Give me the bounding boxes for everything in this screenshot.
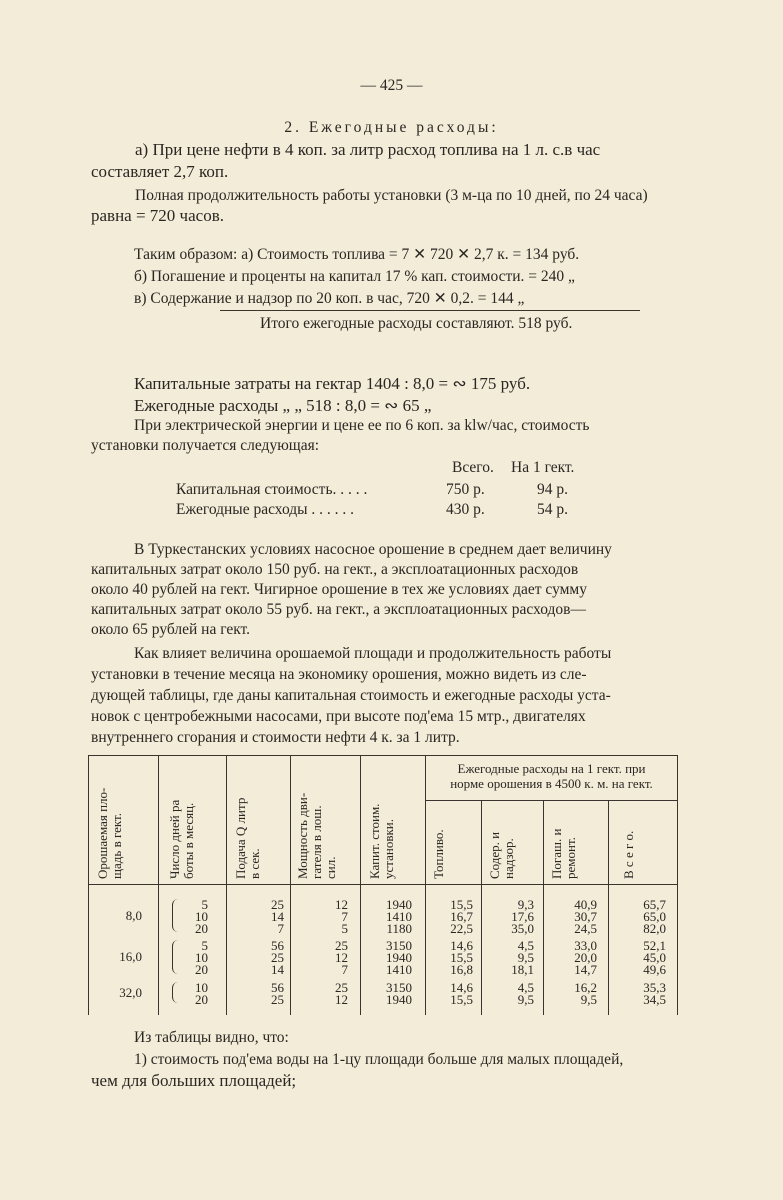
calc-total: Итого ежегодные расходы составляют. 518 руб. xyxy=(260,315,573,332)
table-col-sep xyxy=(290,755,291,1015)
table-cell-flow: 25 xyxy=(271,991,284,1007)
group-brace xyxy=(172,982,179,1004)
table-cell-area: 8,0 xyxy=(125,907,142,923)
table-cell-maint: 17,6 xyxy=(511,908,534,924)
calc-line-2: б) Погашение и проценты на капитал 17 % кап. стоимости. = 240 „ xyxy=(134,268,575,285)
table-cell-fuel: 15,5 xyxy=(450,991,473,1007)
table-cell-amort: 33,0 xyxy=(574,938,597,954)
table-col-sep xyxy=(158,755,159,1015)
table-cell-days: 10 xyxy=(195,908,208,924)
header-days-line: боты в месяц. xyxy=(181,802,196,879)
table-cell-total: 65,7 xyxy=(643,897,666,912)
influence-line-4: новок с центробежными насосами, при высоте под'ема 15 мтр., двигателях xyxy=(91,708,586,725)
header-total-line: В с е г о. xyxy=(621,830,636,879)
influence-line-1: Как влияет величина орошаемой площади и продолжительность работы xyxy=(134,645,612,662)
table-cell-amort: 24,5 xyxy=(574,920,597,936)
turkestan-line-4: капитальных затрат около 55 руб. на гект., а эксплоатационных расходов— xyxy=(91,601,586,618)
table-cell-power: 12 xyxy=(335,897,348,912)
para-full-line-2: равна = 720 часов. xyxy=(91,206,224,225)
mini-row2-total: 430 р. xyxy=(446,501,485,518)
table-cell-total: 45,0 xyxy=(643,950,666,966)
mini-col-per: На 1 гект. xyxy=(511,459,575,476)
table-cell-area: 16,0 xyxy=(119,949,142,965)
header-capital xyxy=(368,804,396,879)
table-cell-days: 20 xyxy=(195,920,208,936)
table-cell-amort: 14,7 xyxy=(574,962,597,977)
table-cell-fuel: 15,5 xyxy=(450,897,473,912)
header-total xyxy=(622,831,636,879)
table-cell-days: 20 xyxy=(195,962,208,977)
table-cell-total: 52,1 xyxy=(643,938,666,954)
irrigation-table xyxy=(88,755,678,1015)
mini-row2-label: Ежегодные расходы . . . . . . xyxy=(176,501,355,518)
header-power-line: Мощность дви- xyxy=(295,792,310,879)
header-maint-line: Содер. и xyxy=(487,831,502,879)
table-cell-power: 12 xyxy=(335,950,348,966)
mini-row1-per: 94 р. xyxy=(537,481,568,498)
table-cell-power: 25 xyxy=(335,979,348,995)
table-cell-fuel: 16,7 xyxy=(450,908,473,924)
calc-line-1: Таким образом: а) Стоимость топлива = 7 ✕ 720 ✕ 2,7 к. = 134 руб. xyxy=(134,246,580,263)
table-cell-maint: 9,3 xyxy=(517,897,534,912)
annual-group-header-line2: норме орошения в 4500 к. м. на гект. xyxy=(450,776,653,791)
conclusion-intro: Из таблицы видно, что: xyxy=(134,1029,289,1046)
table-cell-maint: 4,5 xyxy=(517,979,534,995)
mini-row2-per: 54 р. xyxy=(537,501,568,518)
header-flow xyxy=(234,798,262,879)
table-cell-capital: 3150 xyxy=(386,979,412,995)
table-right-border xyxy=(677,755,678,1015)
table-cell-amort: 30,7 xyxy=(574,908,597,924)
influence-line-3: дующей таблицы, где даны капитальная стоимость и ежегодные расходы уста- xyxy=(91,687,611,704)
table-cell-flow: 25 xyxy=(271,897,284,912)
header-flow-line: Подача Q литр xyxy=(233,797,248,879)
table-cell-flow: 14 xyxy=(271,908,284,924)
header-maint-line: надзор. xyxy=(501,838,516,879)
header-area-line: щадь в гект. xyxy=(109,813,124,879)
table-cell-area: 32,0 xyxy=(119,984,142,1000)
table-cell-fuel: 14,6 xyxy=(450,938,473,954)
table-cell-total: 65,0 xyxy=(643,908,666,924)
table-cell-days: 5 xyxy=(201,897,208,912)
table-left-border xyxy=(88,755,89,1015)
turkestan-line-1: В Туркестанских условиях насосное орошение в среднем дает величину xyxy=(134,541,612,558)
influence-line-5: внутреннего сгорания и стоимости нефти 4 к. за 1 литр. xyxy=(91,729,460,746)
header-amort xyxy=(550,829,578,879)
para-full-line-1: Полная продолжительность работы установки (3 м-ца по 10 дней, по 24 часа) xyxy=(135,187,648,204)
table-cell-capital: 1410 xyxy=(386,908,412,924)
header-power-line: сил. xyxy=(323,856,338,879)
turkestan-line-3: около 40 рублей на гект. Чигирное орошение в тех же условиях дает сумму xyxy=(91,581,587,598)
header-flow-line: в сек. xyxy=(247,848,262,879)
turkestan-line-2: капитальных затрат около 150 руб. на гект., а эксплоатационных расходов xyxy=(91,561,579,578)
table-cell-fuel: 16,8 xyxy=(450,962,473,977)
table-cell-total: 82,0 xyxy=(643,920,666,936)
table-cell-capital: 1940 xyxy=(386,950,412,966)
header-power xyxy=(296,793,338,879)
table-cell-total: 34,5 xyxy=(643,991,666,1007)
section-title: 2. Ежегодные расходы: xyxy=(284,119,499,136)
mini-col-total: Всего. xyxy=(452,459,494,476)
table-group-border xyxy=(425,800,678,801)
table-cell-power: 5 xyxy=(341,920,348,936)
table-col-sep xyxy=(425,755,426,1015)
table-cell-flow: 14 xyxy=(271,962,284,977)
table-cell-maint: 9,5 xyxy=(517,950,534,966)
table-cell-fuel: 14,6 xyxy=(450,979,473,995)
table-cell-amort: 20,0 xyxy=(574,950,597,966)
table-cell-maint: 18,1 xyxy=(511,962,534,977)
table-cell-power: 25 xyxy=(335,938,348,954)
header-amort-line: Погаш. и xyxy=(549,828,564,879)
table-top-border xyxy=(88,755,678,756)
table-cell-capital: 1940 xyxy=(386,897,412,912)
conclusion-1-line-1: 1) стоимость под'ема воды на 1-цу площади больше для малых площадей, xyxy=(134,1051,624,1068)
table-header-border xyxy=(88,884,678,885)
table-cell-days: 20 xyxy=(195,991,208,1007)
table-cell-days: 5 xyxy=(201,938,208,954)
table-cell-maint: 9,5 xyxy=(517,991,534,1007)
table-cell-amort: 40,9 xyxy=(574,897,597,912)
mini-row1-total: 750 р. xyxy=(446,481,485,498)
conclusion-1-line-2: чем для больших площадей; xyxy=(91,1071,297,1090)
table-cell-days: 10 xyxy=(195,950,208,966)
annual-group-header-line1: Ежегодные расходы на 1 гект. при xyxy=(457,761,646,776)
header-capital-line: установки. xyxy=(381,819,396,879)
annual-group-header xyxy=(425,761,678,791)
calc-line-3: в) Содержание и надзор по 20 коп. в час, 720 ✕ 0,2. = 144 „ xyxy=(134,290,525,307)
header-amort-line: ремонт. xyxy=(563,837,578,879)
electric-line-1: При электрической энергии и цене ее по 6 коп. за klw/час, стоимость xyxy=(134,417,590,434)
capital-line-2: Ежегодные расходы „ „ 518 : 8,0 = ∾ 65 „ xyxy=(134,396,432,415)
table-cell-total: 49,6 xyxy=(643,962,666,977)
para-a-line-2: составляет 2,7 коп. xyxy=(91,162,229,181)
table-col-sep xyxy=(360,755,361,1015)
para-a-line-1: а) При цене нефти в 4 коп. за литр расход топлива на 1 л. с.в час xyxy=(135,140,601,159)
table-cell-power: 7 xyxy=(341,908,348,924)
table-cell-power: 12 xyxy=(335,991,348,1007)
header-area-line: Орошаемая пло- xyxy=(95,787,110,879)
table-cell-total: 35,3 xyxy=(643,979,666,995)
header-capital-line: Капит. стоим. xyxy=(367,803,382,879)
table-cell-capital: 1180 xyxy=(386,920,412,936)
capital-line-1: Капитальные затраты на гектар 1404 : 8,0 = ∾ 175 руб. xyxy=(134,374,531,393)
electric-line-2: установки получается следующая: xyxy=(91,437,320,454)
header-power-line: гателя в лош. xyxy=(309,805,324,879)
table-cell-fuel: 22,5 xyxy=(450,920,473,936)
group-brace xyxy=(172,899,179,932)
turkestan-line-5: около 65 рублей на гект. xyxy=(91,621,251,638)
table-cell-maint: 35,0 xyxy=(511,920,534,936)
total-rule xyxy=(220,310,640,311)
table-cell-capital: 1940 xyxy=(386,991,412,1007)
table-col-sep xyxy=(226,755,227,1015)
influence-line-2: установки в течение месяца на экономику орошения, можно видеть из сле- xyxy=(91,666,587,683)
table-cell-flow: 25 xyxy=(271,950,284,966)
table-cell-flow: 56 xyxy=(271,979,284,995)
table-cell-power: 7 xyxy=(341,962,348,977)
table-cell-capital: 1410 xyxy=(386,962,412,977)
table-cell-maint: 4,5 xyxy=(517,938,534,954)
table-cell-flow: 56 xyxy=(271,938,284,954)
table-cell-amort: 16,2 xyxy=(574,979,597,995)
header-fuel-line: Топливо. xyxy=(431,829,446,879)
mini-row1-label: Капитальная стоимость. . . . . xyxy=(176,481,368,498)
page-number: — 425 — xyxy=(360,77,423,94)
header-area xyxy=(96,788,124,879)
table-cell-days: 10 xyxy=(195,979,208,995)
header-days xyxy=(168,800,196,879)
header-fuel xyxy=(432,829,446,879)
table-cell-capital: 3150 xyxy=(386,938,412,954)
table-cell-amort: 9,5 xyxy=(580,991,597,1007)
table-cell-fuel: 15,5 xyxy=(450,950,473,966)
header-maint xyxy=(488,832,516,879)
header-days-line: Число дней ра xyxy=(167,799,182,879)
table-cell-flow: 7 xyxy=(277,920,284,936)
group-brace xyxy=(172,940,179,973)
